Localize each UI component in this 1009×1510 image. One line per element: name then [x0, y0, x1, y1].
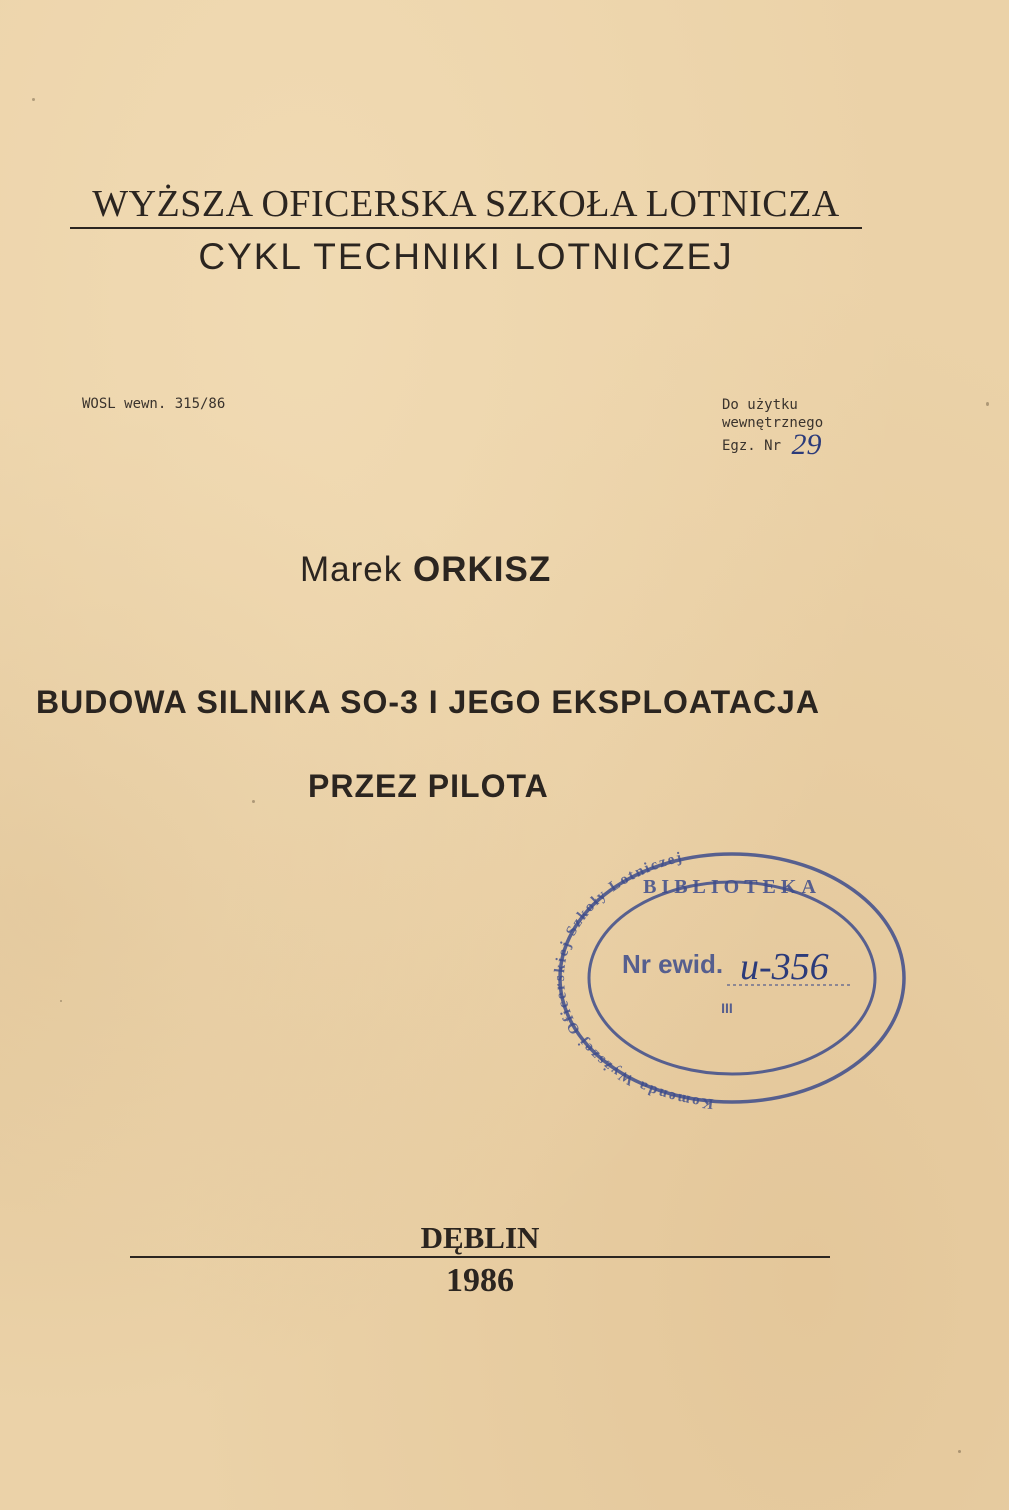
usage-line-2: wewnętrznego [722, 415, 824, 431]
header-rule [70, 227, 862, 229]
paper-speck [60, 1000, 62, 1002]
paper-speck [986, 402, 989, 406]
department-name: CYKL TECHNIKI LOTNICZEJ [198, 236, 734, 277]
stamp-ring-text: Komenda Wyższej Oficerskiej Szkoły Lotniczej [552, 849, 715, 1112]
copy-label: Egz. Nr [722, 438, 782, 454]
internal-reference: WOSL wewn. 315/86 [82, 396, 226, 412]
paper-speck [252, 800, 255, 803]
author-last-name: ORKISZ [412, 550, 552, 589]
author-name [300, 550, 551, 590]
publication-year: 1986 [446, 1262, 514, 1299]
library-stamp [552, 845, 912, 1115]
copy-number: 29 [791, 428, 822, 461]
copy-line [722, 428, 823, 461]
institution-name: WYŻSZA OFICERSKA SZKOŁA LOTNICZA [92, 183, 840, 225]
footer-rule [130, 1256, 830, 1258]
paper-speck [958, 1450, 961, 1453]
usage-note [722, 396, 824, 461]
usage-line-1: Do użytku [722, 397, 798, 413]
paper-speck [32, 98, 35, 101]
stamp-section: III [721, 1000, 733, 1016]
stamp-number-value: u-356 [740, 946, 829, 988]
stamp-top-text: BIBLIOTEKA [643, 876, 821, 898]
stamp-number-label: Nr ewid. [622, 949, 724, 979]
publication-city: DĘBLIN [420, 1220, 540, 1255]
title-line-2: PRZEZ PILOTA [308, 768, 549, 804]
title-line-1: BUDOWA SILNIKA SO-3 I JEGO EKSPLOATACJA [36, 684, 820, 720]
author-first-name: Marek [300, 550, 403, 589]
